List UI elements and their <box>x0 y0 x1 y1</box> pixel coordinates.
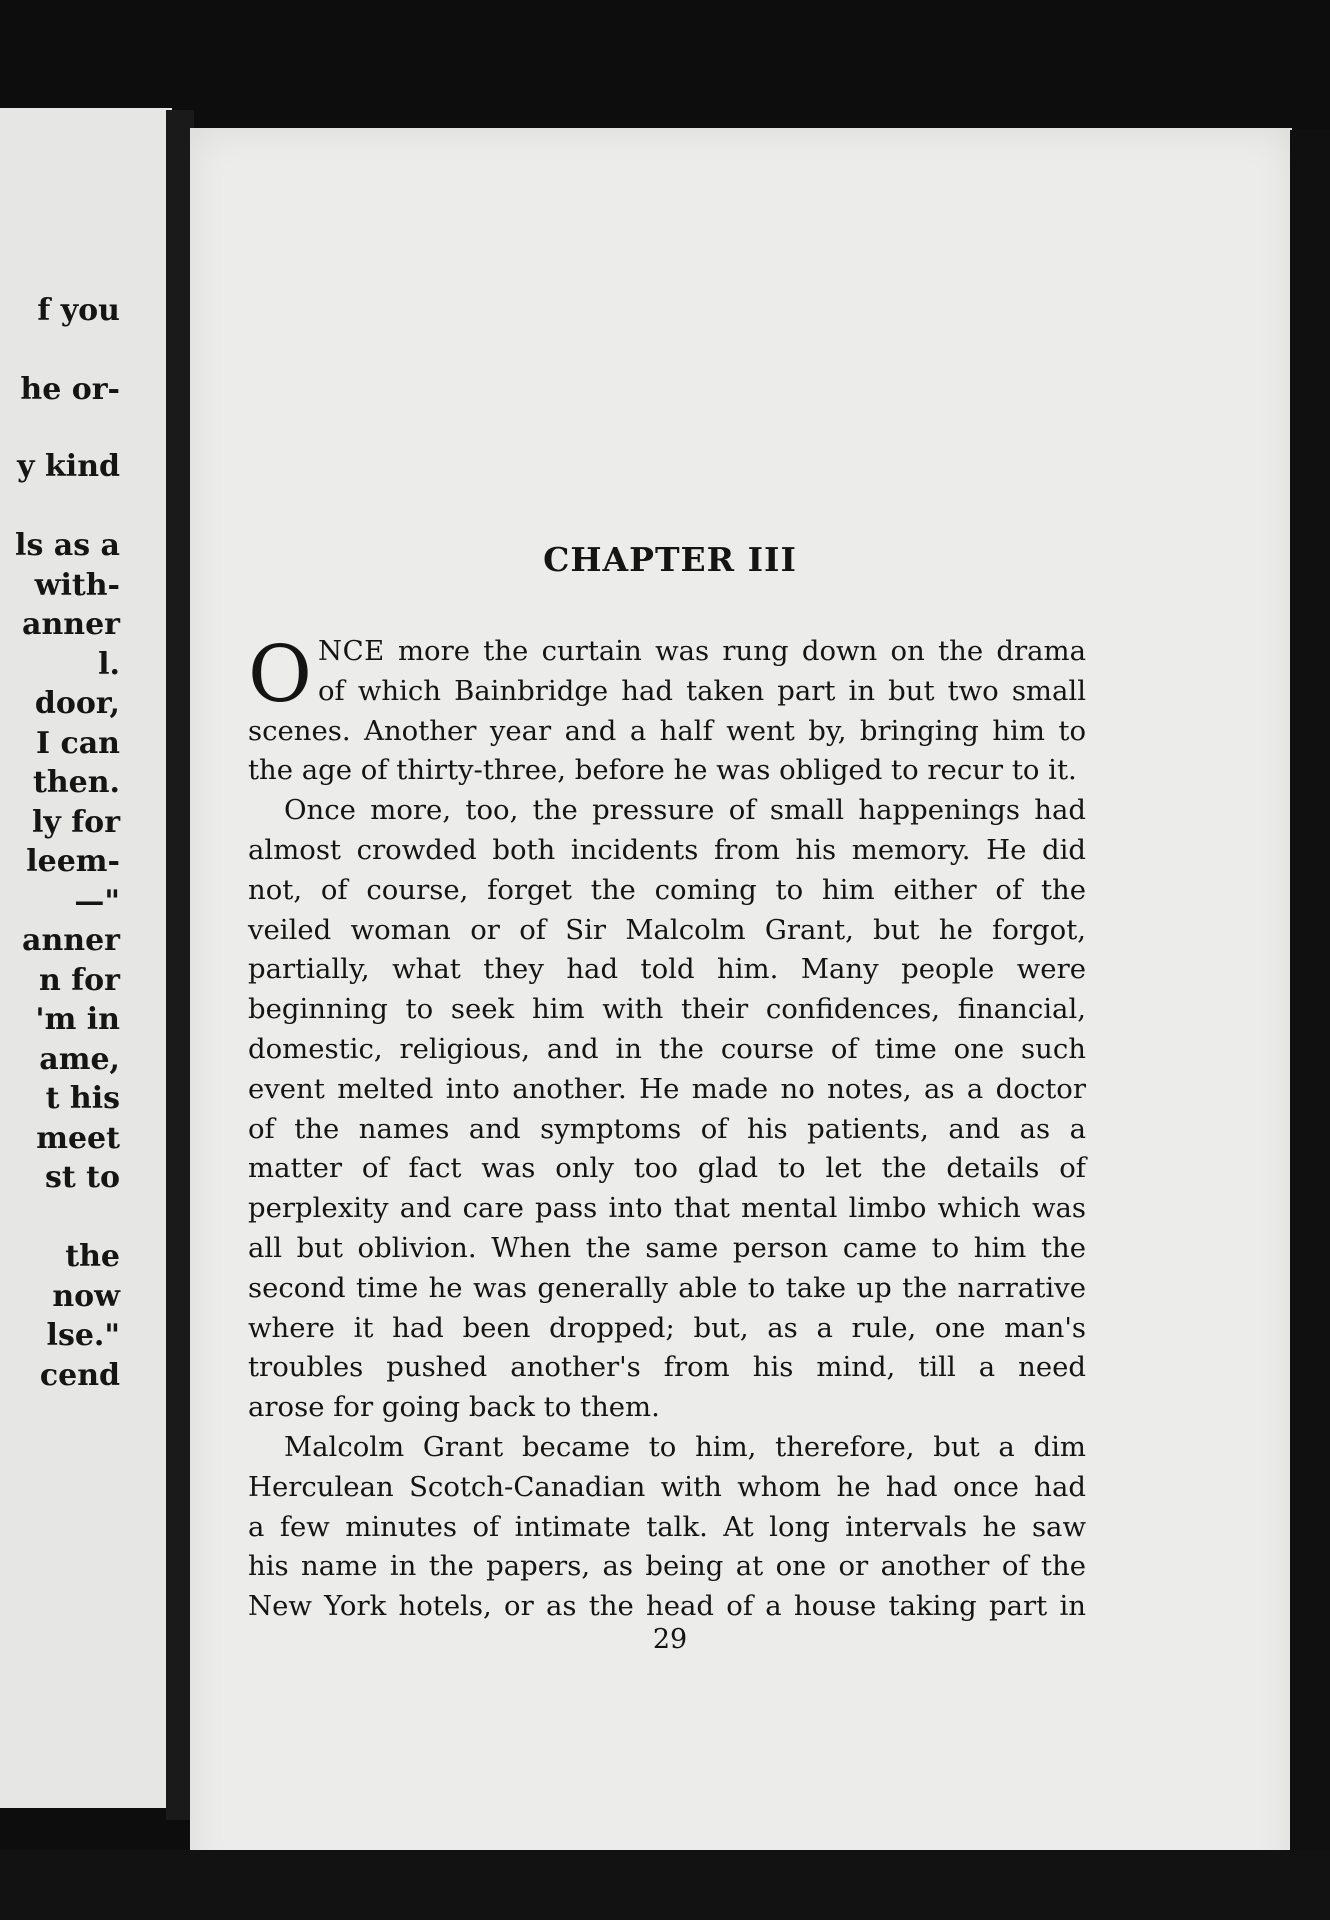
left-page-line: t his <box>45 1081 120 1116</box>
text-line: almost crowded both incidents from his memory. He did <box>248 833 1086 866</box>
left-page-line: ly for <box>32 805 120 840</box>
chapter-title: CHAPTER III <box>543 540 797 579</box>
text-line: event melted into another. He made no notes, as a doctor <box>248 1072 1086 1105</box>
text-line: beginning to seek him with their confidences, financial, <box>248 993 1086 1026</box>
left-page <box>0 108 172 1808</box>
left-page-line: l. <box>98 647 120 682</box>
text-line: NCE more the curtain was rung down on the drama <box>318 635 1086 667</box>
text-line: matter of fact was only too glad to let the details of <box>248 1152 1086 1185</box>
left-page-line: ls as a <box>15 528 120 563</box>
left-page-line: lse." <box>46 1318 120 1353</box>
left-page-line: f you <box>37 293 120 328</box>
text-line: troubles pushed another's from his mind, till a need <box>248 1351 1086 1384</box>
left-page-line: door, <box>34 686 120 721</box>
text-line: scenes. Another year and a half went by, bringing him to <box>248 714 1086 747</box>
left-page-line: n for <box>39 963 120 998</box>
left-page-line: y kind <box>17 449 120 484</box>
left-page-line: st to <box>44 1160 120 1195</box>
text-line: not, of course, forget the coming to him either of the <box>248 873 1086 906</box>
left-page-line: now <box>52 1279 120 1314</box>
left-page-line: anner <box>22 923 120 958</box>
text-line: his name in the papers, as being at one or another of the <box>248 1550 1086 1583</box>
left-page-line: I can <box>36 726 120 761</box>
text-line: arose for going back to them. <box>248 1391 660 1424</box>
text-line: the age of thirty-three, before he was obliged to recur to it. <box>248 754 1077 787</box>
first-word: NCE <box>318 635 385 667</box>
text-line: Herculean Scotch-Canadian with whom he had once had <box>248 1470 1086 1503</box>
text-line: perplexity and care pass into that mental limbo which was <box>248 1192 1086 1225</box>
page-number: 29 <box>652 1624 688 1655</box>
left-page-line: anner <box>22 607 120 642</box>
left-page-line: leem- <box>26 844 120 879</box>
text-line: where it had been dropped; but, as a rule, one man's <box>248 1311 1086 1344</box>
text-line: all but oblivion. When the same person came to him the <box>248 1231 1086 1264</box>
left-page-line: then. <box>32 765 120 800</box>
left-page-line: the <box>65 1239 120 1274</box>
text-line: of which Bainbridge had taken part in but two small <box>318 674 1086 707</box>
text-line: partially, what they had told him. Many people were <box>248 953 1086 986</box>
left-page-line: with- <box>34 568 120 603</box>
left-page-line: cend <box>39 1358 120 1393</box>
left-page-line: ame, <box>39 1042 120 1077</box>
text-line: Once more, too, the pressure of small happenings had <box>284 794 1086 827</box>
drop-cap: O <box>248 630 312 720</box>
page-edge-shadow <box>1290 130 1330 1890</box>
left-page-line: meet <box>36 1121 120 1156</box>
text-line: veiled woman or of Sir Malcolm Grant, but he forgot, <box>248 913 1086 946</box>
left-page-line: 'm in <box>35 1002 120 1037</box>
bottom-shadow <box>0 1850 1330 1920</box>
text-line: New York hotels, or as the head of a house taking part in <box>248 1590 1086 1623</box>
left-page-line: he or- <box>20 372 120 407</box>
text-line: of the names and symptoms of his patients, and as a <box>248 1112 1086 1145</box>
chapter-text <box>248 632 1086 1627</box>
text-line: Malcolm Grant became to him, therefore, but a dim <box>284 1430 1086 1463</box>
left-page-line: —" <box>74 884 120 919</box>
text-line: domestic, religious, and in the course of time one such <box>248 1032 1086 1065</box>
text-line: second time he was generally able to take up the narrative <box>248 1271 1086 1304</box>
text-line: a few minutes of intimate talk. At long intervals he saw <box>248 1510 1086 1543</box>
